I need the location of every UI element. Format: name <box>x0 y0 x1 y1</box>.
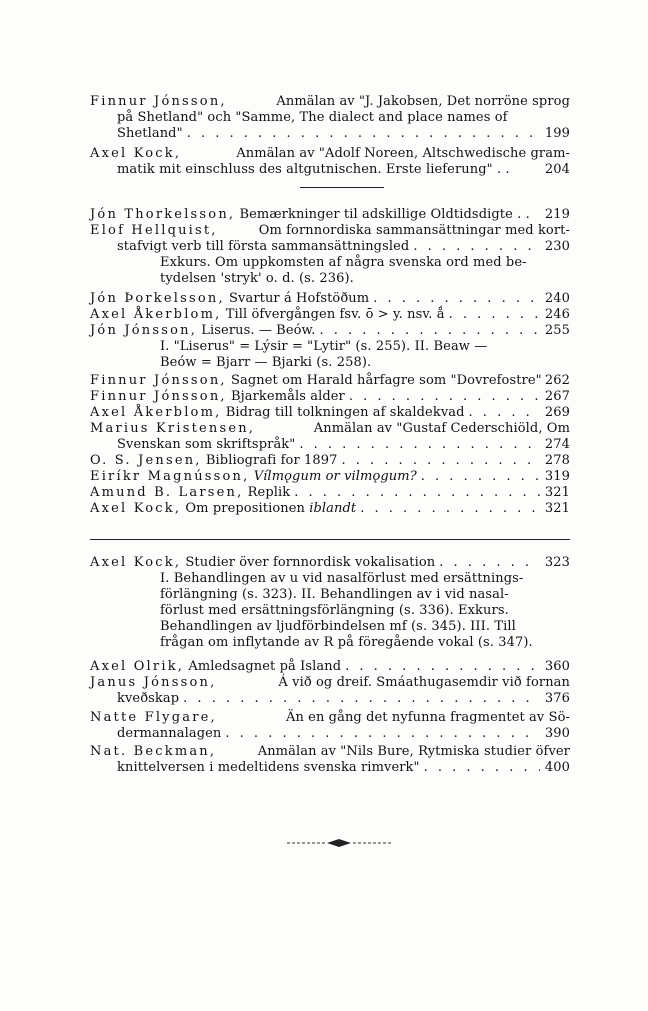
entry-title: Studier över fornnordisk vokalisation <box>185 555 436 570</box>
page-number: 360 <box>544 659 570 674</box>
entry-subtitle: I. "Liserus" = Lýsir = "Lytir" (s. 255). II. Beaw — <box>160 339 488 354</box>
toc-entry <box>90 307 570 323</box>
entry-title: Anmälan av "Nils Bure, Rytmiska studier öfver <box>257 744 570 759</box>
toc-line <box>90 726 570 742</box>
dot-leader <box>342 453 541 469</box>
toc-line <box>90 603 570 619</box>
page-number: 400 <box>544 760 570 775</box>
entry-author: Amund B. Larsen, <box>90 485 244 500</box>
toc-line <box>90 501 570 517</box>
entry-title: Anmälan av "Adolf Noreen, Altschwedische gram- <box>236 146 570 161</box>
dot-leader <box>413 239 540 255</box>
page-number: 376 <box>544 691 570 706</box>
toc-line <box>90 453 570 469</box>
end-ornament <box>287 838 391 848</box>
entry-subtitle: tydelsen 'stryk' o. d. (s. 236). <box>160 271 354 286</box>
dot-leader <box>421 469 540 485</box>
toc-line <box>90 389 570 405</box>
entry-author: Eiríkr Magnússon, <box>90 469 250 484</box>
entry-author: Jón Jónsson, <box>90 323 198 338</box>
toc-line <box>90 659 570 675</box>
toc-line <box>90 307 570 323</box>
section-divider <box>300 187 384 188</box>
entry-author: Axel Åkerblom, <box>90 307 222 322</box>
page-number: 390 <box>544 726 570 741</box>
entry-title: knittelversen i medeltidens svenska rimverk" <box>117 760 420 775</box>
entry-author: Nat. Beckman, <box>90 744 217 759</box>
page-number: 278 <box>544 453 570 468</box>
toc-entry <box>90 469 570 485</box>
toc-entry <box>90 223 570 287</box>
entry-title: Till öfvergången fsv. ō > y. nsv. ǻ <box>225 307 445 322</box>
entry-title: Liserus. — Beów. <box>201 323 316 338</box>
page-number: 255 <box>544 323 570 338</box>
dot-leader <box>449 307 540 323</box>
toc-line <box>90 126 570 142</box>
section-divider <box>90 539 570 540</box>
dot-leader <box>439 555 540 571</box>
entry-title: Svartur á Hofstöðum <box>229 291 370 306</box>
entry-subtitle: Behandlingen av ljudförbindelsen mf (s. 345). III. Till <box>160 619 516 634</box>
entry-title: Á við og dreif. Smáathugasemdir við fornan <box>278 675 570 690</box>
toc-line <box>90 255 570 271</box>
toc-line <box>90 555 570 571</box>
entry-title: Amledsagnet på Island <box>188 659 342 674</box>
entry-subtitle: förlängning (s. 323). II. Behandlingen av i vid nasal- <box>160 587 509 602</box>
toc-line <box>90 485 570 501</box>
entry-title: Replik <box>247 485 291 500</box>
entry-author: Axel Kock, <box>90 501 182 516</box>
dot-leader <box>373 291 540 307</box>
toc-line <box>90 207 570 223</box>
dot-leader <box>225 726 540 742</box>
toc-line <box>90 710 570 726</box>
page-number: 219 <box>544 207 570 222</box>
dot-leader <box>345 659 540 675</box>
toc-line <box>90 437 570 453</box>
page-number: 267 <box>544 389 570 404</box>
toc-entry <box>90 744 570 776</box>
toc-line <box>90 271 570 287</box>
entry-title: Bidrag till tolkningen af skaldekvad <box>225 405 465 420</box>
entry-title: Bemærkninger til adskillige Oldtidsdigte . . <box>239 207 530 222</box>
entry-title: Shetland" <box>117 126 183 141</box>
toc-entry <box>90 373 570 389</box>
entry-author: Jón Þorkelsson, <box>90 291 225 306</box>
toc-line <box>90 291 570 307</box>
toc-entry <box>90 389 570 405</box>
toc-line <box>90 469 570 485</box>
toc-line <box>90 162 570 178</box>
dot-leader <box>294 485 540 501</box>
entry-title: Om prepositionen <box>185 501 305 516</box>
entry-title: Bjarkemåls alder <box>230 389 345 404</box>
entry-title: Svenskan som skriftspråk" <box>117 437 296 452</box>
page-number: 321 <box>544 485 570 500</box>
entry-author: Axel Kock, <box>90 146 182 161</box>
entry-author: Axel Kock, <box>90 555 182 570</box>
entry-author: O. S. Jensen, <box>90 453 202 468</box>
toc-entry <box>90 710 570 742</box>
dot-leader <box>187 126 540 142</box>
entry-author: Natte Flygare, <box>90 710 217 725</box>
dot-leader <box>360 501 540 517</box>
entry-title: Anmälan av "Gustaf Cederschiöld, Om <box>313 421 570 436</box>
dot-leader <box>319 323 540 339</box>
page-number: 269 <box>544 405 570 420</box>
page-number: 323 <box>544 555 570 570</box>
toc-line <box>90 223 570 239</box>
entry-title: Om fornnordiska sammansättningar med kort- <box>258 223 570 238</box>
page-number: 321 <box>544 501 570 516</box>
toc-entry <box>90 421 570 453</box>
entry-title: kveðskap <box>117 691 180 706</box>
toc-entry <box>90 675 570 707</box>
entry-title: Vílmǫgum or vilmǫgum? <box>253 469 417 484</box>
entry-author: Finnur Jónsson, <box>90 389 227 404</box>
toc-line <box>90 421 570 437</box>
toc-line <box>90 744 570 760</box>
dot-leader <box>469 405 540 421</box>
entry-title: Bibliografi for 1897 <box>205 453 338 468</box>
toc-entry <box>90 405 570 421</box>
page-number: 262 <box>544 373 570 388</box>
toc-entry <box>90 94 570 142</box>
toc-line <box>90 146 570 162</box>
entry-title: stafvigt verb till första sammansättningsled <box>117 239 410 254</box>
page-number: 319 <box>544 469 570 484</box>
entry-subtitle: I. Behandlingen av u vid nasalförlust med ersättnings- <box>160 571 524 586</box>
entry-title: Sagnet om Harald hårfagre som "Dovrefostre" <box>230 373 542 388</box>
entry-author: Janus Jónsson, <box>90 675 217 690</box>
entry-title: Anmälan av "J. Jakobsen, Det norröne sprog <box>276 94 570 109</box>
toc-line <box>90 110 570 126</box>
entry-subtitle: förlust med ersättningsförlängning (s. 336). Exkurs. <box>160 603 509 618</box>
page-number: 240 <box>544 291 570 306</box>
toc-entry <box>90 659 570 675</box>
page-number: 246 <box>544 307 570 322</box>
entry-author: Marius Kristensen, <box>90 421 256 436</box>
toc-line <box>90 405 570 421</box>
toc-line <box>90 355 570 371</box>
toc-entry <box>90 291 570 307</box>
toc-line <box>90 94 570 110</box>
dot-leader <box>299 437 540 453</box>
entry-author: Elof Hellquist, <box>90 223 218 238</box>
dot-leader <box>183 691 540 707</box>
entry-subtitle: Beów = Bjarr — Bjarki (s. 258). <box>160 355 372 370</box>
entry-title: dermannalagen <box>117 726 222 741</box>
toc-line <box>90 323 570 339</box>
page-number: 204 <box>544 162 570 177</box>
entry-title: Än en gång det nyfunna fragmentet av Sö- <box>285 710 570 725</box>
entry-title: matik mit einschluss des altgutnischen. Erste lieferung" . . <box>117 162 510 177</box>
entry-subtitle: frågan om inflytande av R på föregående vokal (s. 347). <box>160 635 533 650</box>
toc-line <box>90 571 570 587</box>
toc-line <box>90 239 570 255</box>
page-number: 199 <box>544 126 570 141</box>
dot-leader <box>424 760 540 776</box>
toc-line <box>90 619 570 635</box>
toc-line <box>90 339 570 355</box>
toc-line <box>90 675 570 691</box>
toc-line <box>90 635 570 651</box>
toc-line <box>90 373 570 389</box>
entry-author: Jón Thorkelsson, <box>90 207 236 222</box>
page-number: 230 <box>544 239 570 254</box>
entry-author: Finnur Jónsson, <box>90 94 227 109</box>
toc-entry <box>90 555 570 651</box>
entry-title: på Shetland" och "Samme, The dialect and place names of <box>117 110 508 125</box>
toc-entry <box>90 485 570 501</box>
entry-subtitle: Exkurs. Om uppkomsten af några svenska ord med be- <box>160 255 527 270</box>
toc-entry <box>90 207 570 223</box>
toc-line <box>90 760 570 776</box>
entry-author: Finnur Jónsson, <box>90 373 227 388</box>
toc-entry <box>90 453 570 469</box>
toc-line <box>90 587 570 603</box>
toc-entry <box>90 501 570 517</box>
entry-author: Axel Åkerblom, <box>90 405 222 420</box>
toc-line <box>90 691 570 707</box>
dot-leader <box>349 389 540 405</box>
toc-entry <box>90 146 570 178</box>
page-number: 274 <box>544 437 570 452</box>
entry-title-italic: iblandt <box>309 501 357 516</box>
entry-author: Axel Olrik, <box>90 659 185 674</box>
toc-entry <box>90 323 570 371</box>
